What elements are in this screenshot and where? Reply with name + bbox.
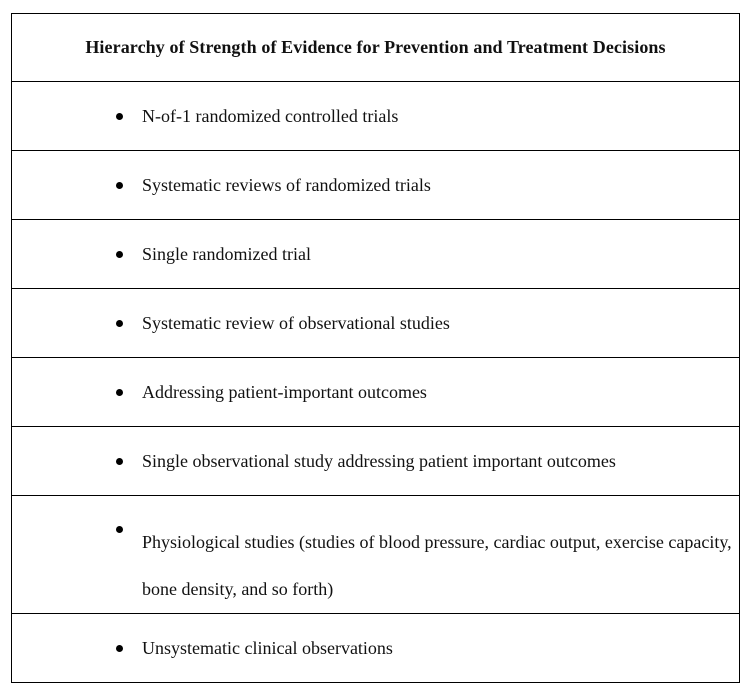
table-row <box>12 614 740 683</box>
list-item <box>12 220 740 289</box>
bullet-icon <box>116 320 123 327</box>
list-item <box>12 427 740 496</box>
evidence-hierarchy-table <box>11 13 740 683</box>
table-row <box>12 151 740 220</box>
list-item-text: Systematic reviews of randomized trials <box>142 175 431 195</box>
table-row <box>12 289 740 358</box>
bullet-icon <box>116 645 123 652</box>
table-row <box>12 82 740 151</box>
list-item <box>12 151 740 220</box>
list-item-text: Physiological studies (studies of blood pressure, cardiac output, exercise capacity, bone density, and so forth) <box>142 532 732 599</box>
table-title: Hierarchy of Strength of Evidence for Prevention and Treatment Decisions <box>12 14 740 82</box>
bullet-icon <box>116 458 123 465</box>
list-item-text: N-of-1 randomized controlled trials <box>142 106 399 126</box>
list-item-text: Systematic review of observational studies <box>142 313 450 333</box>
bullet-icon <box>116 113 123 120</box>
bullet-icon <box>116 251 123 258</box>
list-item <box>12 358 740 427</box>
list-item-text: Single observational study addressing patient important outcomes <box>142 451 616 471</box>
list-item <box>12 82 740 151</box>
list-item-text: Unsystematic clinical observations <box>142 638 393 658</box>
list-item-text: Addressing patient-important outcomes <box>142 382 427 402</box>
list-item <box>12 496 740 614</box>
table-row <box>12 358 740 427</box>
bullet-icon <box>116 182 123 189</box>
list-item <box>12 614 740 683</box>
bullet-icon <box>116 526 123 533</box>
table-header-row <box>12 14 740 82</box>
table-row <box>12 427 740 496</box>
bullet-icon <box>116 389 123 396</box>
table-row <box>12 220 740 289</box>
list-item-text: Single randomized trial <box>142 244 311 264</box>
list-item <box>12 289 740 358</box>
table-row <box>12 496 740 614</box>
